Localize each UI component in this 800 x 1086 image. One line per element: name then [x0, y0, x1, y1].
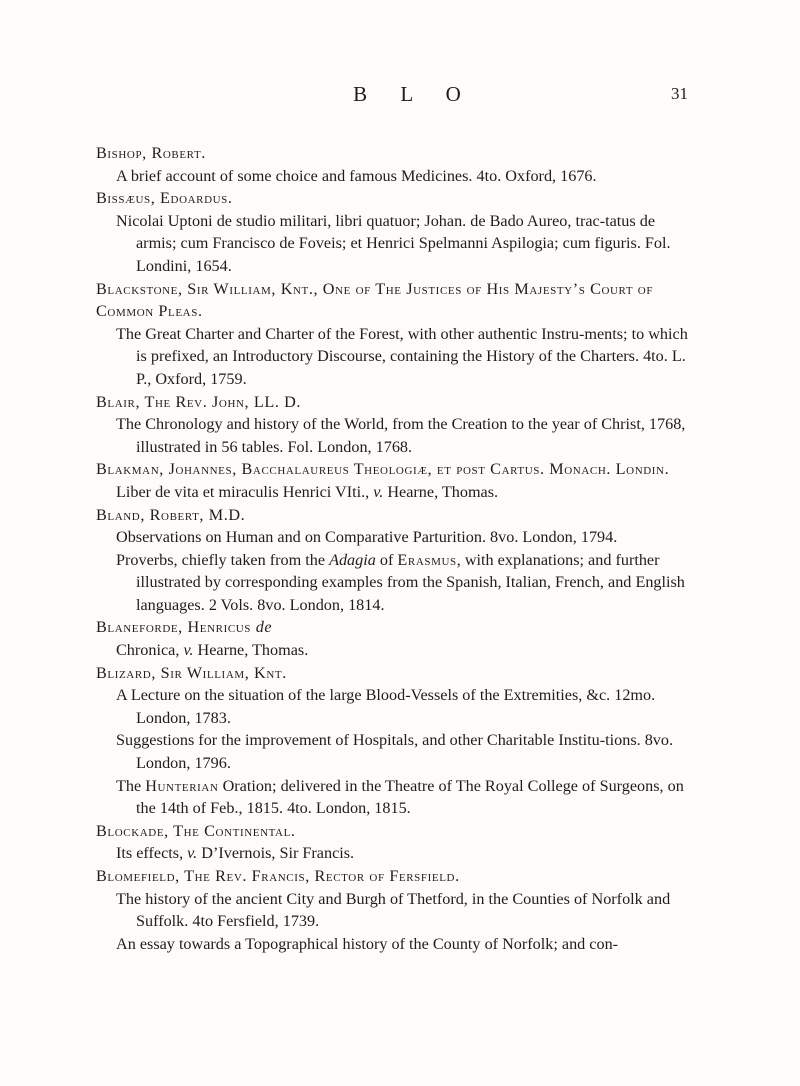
entry-heading: Blakman, Johannes, Bacchalaureus Theologiæ, et post Cartus. Monach. Londin.	[96, 460, 670, 479]
entry-work: A Lecture on the situation of the large Blood-Vessels of the Extremities, &c. 12mo. London, 1783.	[116, 686, 656, 727]
entry-work: A brief account of some choice and famous Medicines. 4to. Oxford, 1676.	[116, 166, 597, 185]
entry-work: The Great Charter and Charter of the Forest, with other authentic Instru-ments; to which is prefixed, an Introductory Discourse, containing the History of the Charters. 4to. L. P., Oxford, 1759.	[116, 324, 688, 388]
entry-work: Chronica, v. Hearne, Thomas.	[116, 641, 309, 660]
entry-work: Suggestions for the improvement of Hospitals, and other Charitable Institu-tions. 8vo. London, 1796.	[116, 731, 674, 773]
entry-work: Liber de vita et miraculis Henrici VIti., v. Hearne, Thomas.	[116, 482, 499, 501]
running-title: B L O	[353, 82, 475, 106]
catalogue-entries	[96, 142, 692, 955]
entry-heading: Bland, Robert, M.D.	[96, 505, 246, 524]
entry-work: Its effects, v. D’Ivernois, Sir Francis.	[116, 844, 355, 863]
entry-work: An essay towards a Topographical history of the County of Norfolk; and con-	[116, 934, 619, 953]
entry-heading: Blackstone, Sir William, Knt., One of The Justices of His Majesty’s Court of Common Pleas.	[96, 279, 654, 321]
entry-work: The Chronology and history of the World, from the Creation to the year of Christ, 1768, illustrated in 56 tables. Fol. London, 1768.	[116, 415, 686, 456]
entry-heading: Blizard, Sir William, Knt.	[96, 663, 287, 682]
running-head	[0, 82, 800, 112]
entry-heading: Blomefield, The Rev. Francis, Rector of Fersfield.	[96, 867, 460, 885]
entry-work: Nicolai Uptoni de studio militari, libri quatuor; Johan. de Bado Aureo, trac-tatus de armis; cum Francisco de Foveis; et Henrici Spelmanni Aspilogia; cum figuris. Fol. Londini, 1654.	[116, 211, 671, 275]
entry-work: The history of the ancient City and Burgh of Thetford, in the Counties of Norfolk and Suffolk. 4to Fersfield, 1739.	[116, 889, 671, 931]
entry-work: The Hunterian Oration; delivered in the Theatre of The Royal College of Surgeons, on the 14th of Feb., 1815. 4to. London, 1815.	[116, 776, 684, 818]
entry-heading: Blockade, The Continental.	[96, 821, 296, 840]
entry-heading: Blaneforde, Henricus de	[96, 618, 273, 637]
entry-heading: Bishop, Robert.	[96, 144, 206, 162]
entry-heading: Blair, The Rev. John, LL. D.	[96, 392, 302, 411]
entry-heading: Bissæus, Edoardus.	[96, 189, 233, 208]
page-number: 31	[671, 84, 688, 103]
entry-work: Proverbs, chiefly taken from the Adagia of Erasmus, with explanations; and further illustrated by corresponding examples from the Spanish, Italian, French, and English languages. 2 Vols. 8vo. London, 1814.	[116, 550, 685, 614]
entry-work: Observations on Human and on Comparative Parturition. 8vo. London, 1794.	[116, 528, 618, 547]
